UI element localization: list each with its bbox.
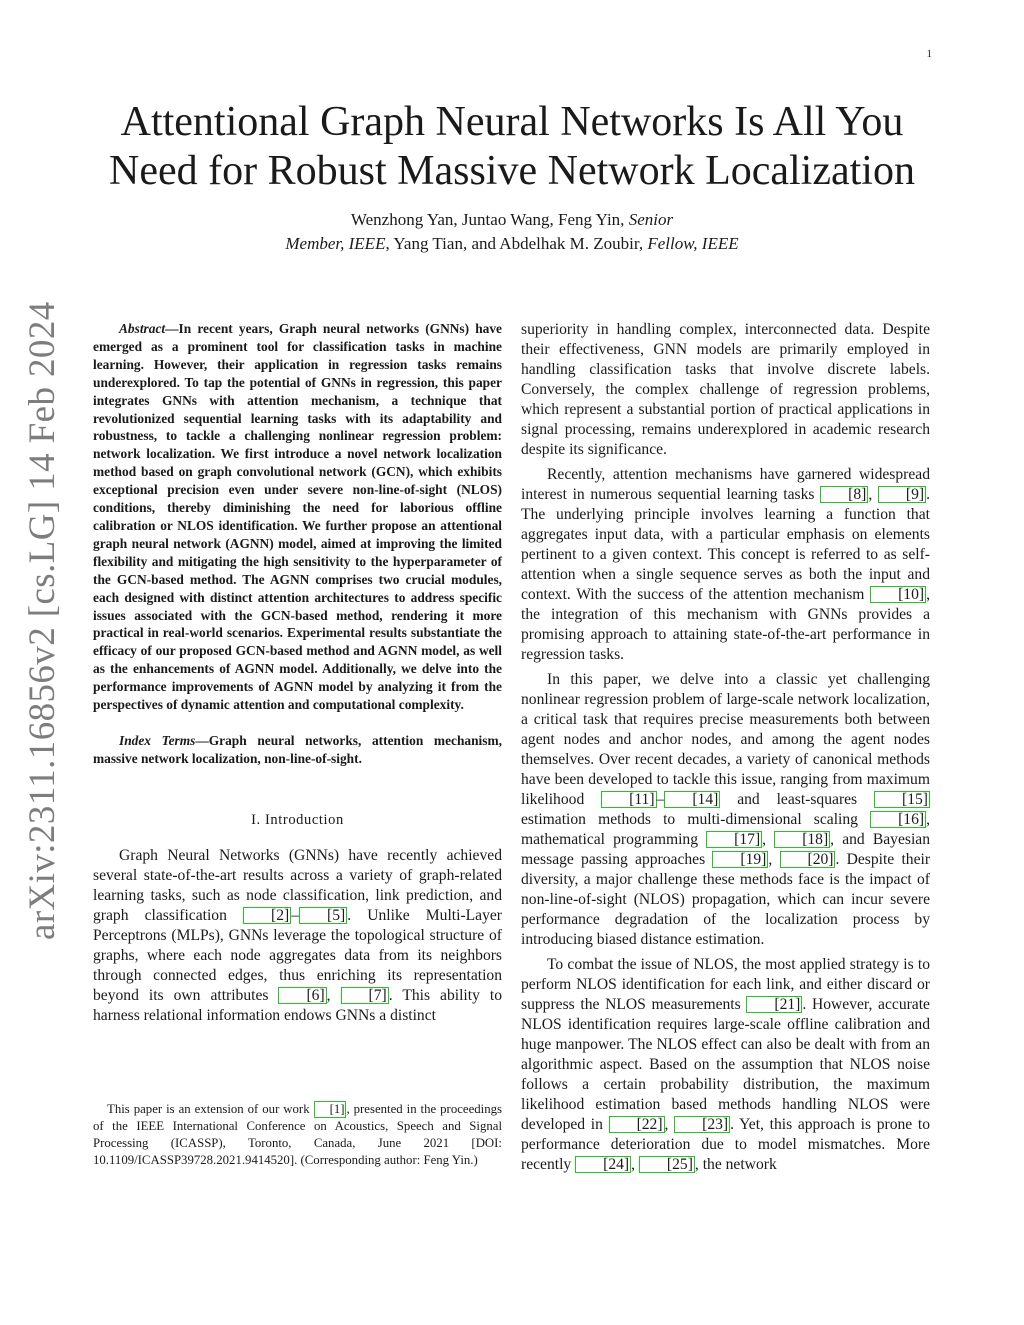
citation-link[interactable]: [9] — [878, 486, 926, 503]
citation-link[interactable]: [18] — [774, 831, 830, 848]
citation-link[interactable]: [15] — [874, 791, 930, 808]
authors-title-2: Member, IEEE — [285, 234, 386, 253]
citation-link[interactable]: [11] — [601, 791, 656, 808]
citation-link[interactable]: [10] — [870, 586, 926, 603]
text-span: , — [326, 986, 341, 1004]
text-span: , and Bayesian message passing approaches — [521, 831, 931, 868]
intro-paragraph-1 — [93, 846, 502, 1026]
text-span: , — [768, 851, 780, 868]
text-span: , — [762, 831, 775, 848]
text-span: This paper is an extension of our work — [107, 1101, 314, 1116]
page-number: 1 — [926, 48, 932, 60]
intro-paragraph-2 — [521, 465, 930, 665]
intro-paragraph-3 — [521, 670, 930, 950]
right-column — [521, 320, 930, 1180]
text-span: . Despite their diversity, a major challenge these methods face is the impact of non-line-of-sight (NLOS) propagation, which can incur severe performance degradation of the localization process by introducing biased distance estimation. — [521, 851, 931, 948]
text-span: . Unlike Multi-Layer Perceptrons (MLPs), GNNs leverage the topological structure of graphs, where each node aggregates data from its neighbors through connected edges, thus enriching its representation beyond its own attributes — [93, 906, 502, 1004]
citation-link[interactable]: [2] — [243, 907, 291, 924]
citation-link[interactable]: [17] — [706, 831, 762, 848]
text-span: estimation methods to multi-dimensional scaling — [521, 811, 871, 828]
intro-paragraph-1-continued: superiority in handling complex, interconnected data. Despite their effectiveness, GNN models are primarily employed in handling classification tasks that involve discrete labels. Conversely, the complex challenge of regression problems, which represent a substantial portion of practical applications in signal processing, remains underexplored in academic research despite its significance. — [521, 321, 930, 458]
citation-link[interactable]: [23] — [674, 1116, 730, 1133]
text-span: , — [631, 1156, 639, 1173]
text-span: . This ability to harness relational information endows GNNs a distinct — [93, 986, 503, 1024]
text-span: , the network — [694, 1156, 777, 1173]
abstract — [93, 320, 502, 714]
paper-title: Attentional Graph Neural Networks Is All You Need for Robust Massive Network Localization — [109, 99, 915, 194]
citation-link[interactable]: [19] — [712, 851, 768, 868]
abstract-label: Abstract — [119, 321, 166, 336]
text-span: – — [291, 906, 300, 924]
citation-link[interactable]: [1] — [314, 1101, 347, 1118]
citation-link[interactable]: [7] — [341, 987, 389, 1004]
citation-link[interactable]: [24] — [575, 1156, 631, 1173]
authors-names-1: Wenzhong Yan, Juntao Wang, Feng Yin, — [350, 210, 629, 229]
author-list — [180, 208, 844, 256]
intro-paragraph-4 — [521, 955, 930, 1175]
index-terms-label: Index Terms — [119, 732, 196, 748]
text-span: and least-squares — [720, 791, 875, 808]
section-heading-introduction: I. Introduction — [251, 811, 344, 828]
text-span: To combat the issue of NLOS, the most applied strategy is to perform NLOS identification for each link, and either discard or suppress the NLOS measurements — [521, 956, 930, 1013]
text-span: , — [868, 486, 878, 503]
citation-link[interactable]: [25] — [639, 1156, 695, 1173]
text-span: Recently, attention mechanisms have garnered widespread interest in numerous sequential learning tasks — [521, 466, 930, 503]
authors-title-1: Senior — [628, 210, 674, 229]
citation-link[interactable]: [14] — [664, 791, 720, 808]
citation-link[interactable]: [20] — [780, 851, 836, 868]
citation-link[interactable]: [5] — [299, 907, 347, 924]
text-span: . However, accurate NLOS identification requires large-scale offline calibration and huge manpower. The NLOS effect can also be dealt with from an algorithmic aspect. Based on the assumption that NLOS noise follows a certain probability distribution, the maximum likelihood estimation based methods handling NLOS were developed in — [521, 996, 930, 1133]
text-span: In this paper, we delve into a classic yet challenging nonlinear regression problem of large-scale network localization, a critical task that requires precise measurements both between agent nodes and anchor nodes, and among the agent nodes themselves. Over recent decades, a variety of canonical methods have been developed to tackle this issue, ranging from maximum likelihood — [521, 671, 930, 808]
index-terms — [93, 732, 502, 768]
text-span: , the integration of this mechanism with GNNs provides a promising approach to attaining state-of-the-art performance in regression tasks. — [521, 586, 930, 663]
arxiv-identifier-stamp: arXiv:2311.16856v2 [cs.LG] 14 Feb 2024 — [22, 301, 63, 940]
text-span: , — [664, 1116, 675, 1133]
index-terms-text: —Graph neural networks, attention mechanism, massive network localization, non-line-of-sight. — [93, 732, 502, 766]
citation-link[interactable]: [8] — [820, 486, 868, 503]
citation-link[interactable]: [16] — [870, 811, 926, 828]
text-span: . Yet, this approach is prone to performance deterioration due to model mismatches. More recently — [521, 1116, 931, 1173]
text-span: , mathematical programming — [521, 811, 930, 848]
citation-link[interactable]: [21] — [746, 996, 802, 1013]
footnote — [93, 1101, 502, 1170]
abstract-text: —In recent years, Graph neural networks (GNNs) have emerged as a prominent tool for classification tasks in machine learning. However, their application in regression tasks remains underexplored. To tap the potential of GNNs in regression, this paper integrates GNNs with attention mechanism, a technique that revolutionized sequential learning tasks with its adaptability and robustness, to tackle a challenging nonlinear regression problem: network localization. We first introduce a novel network localization method based on graph convolutional network (GCN), which exhibits exceptional precision even under severe non-line-of-sight (NLOS) conditions, thereby diminishing the need for laborious offline calibration or NLOS identification. We further propose an attentional graph neural network (AGNN) model, aimed at improving the limited flexibility and mitigating the high sensitivity to the hyperparameter of the GCN-based method. The AGNN comprises two crucial modules, each designed with distinct attention architectures to address specific issues associated with the GCN-based method, rendering it more practical in real-world scenarios. Experimental results substantiate the efficacy of our proposed GCN-based method and AGNN model, as well as the enhancements of AGNN model. Additionally, we delve into the performance improvements of AGNN model by analyzing it from the perspectives of dynamic attention and computational complexity. — [93, 321, 502, 713]
citation-link[interactable]: [6] — [278, 987, 326, 1004]
text-span: – — [656, 791, 665, 808]
text-span: , presented in the proceedings of the IEEE International Conference on Acoustics, Speech and Signal Processing (ICASSP), Toronto, Canada, June 2021 [DOI: 10.1109/ICASSP39728.2021.9414520]. (Corresponding author: Feng Yin.) — [93, 1101, 502, 1168]
left-column — [93, 320, 502, 1031]
text-span: Graph Neural Networks (GNNs) have recently achieved several state-of-the-art results across a variety of graph-related learning tasks, such as node classification, link prediction, and graph classification — [93, 846, 502, 924]
authors-names-2: , Yang Tian, and Abdelhak M. Zoubir, — [385, 234, 648, 253]
text-span: . The underlying principle involves learning a function that aggregates input data, with a particular emphasis on elements pertinent to a given context. This concept is referred to as self-attention when a single sequence serves as both the input and context. With the success of the attention mechanism — [521, 486, 931, 603]
authors-title-3: Fellow, IEEE — [647, 234, 739, 253]
citation-link[interactable]: [22] — [609, 1116, 665, 1133]
